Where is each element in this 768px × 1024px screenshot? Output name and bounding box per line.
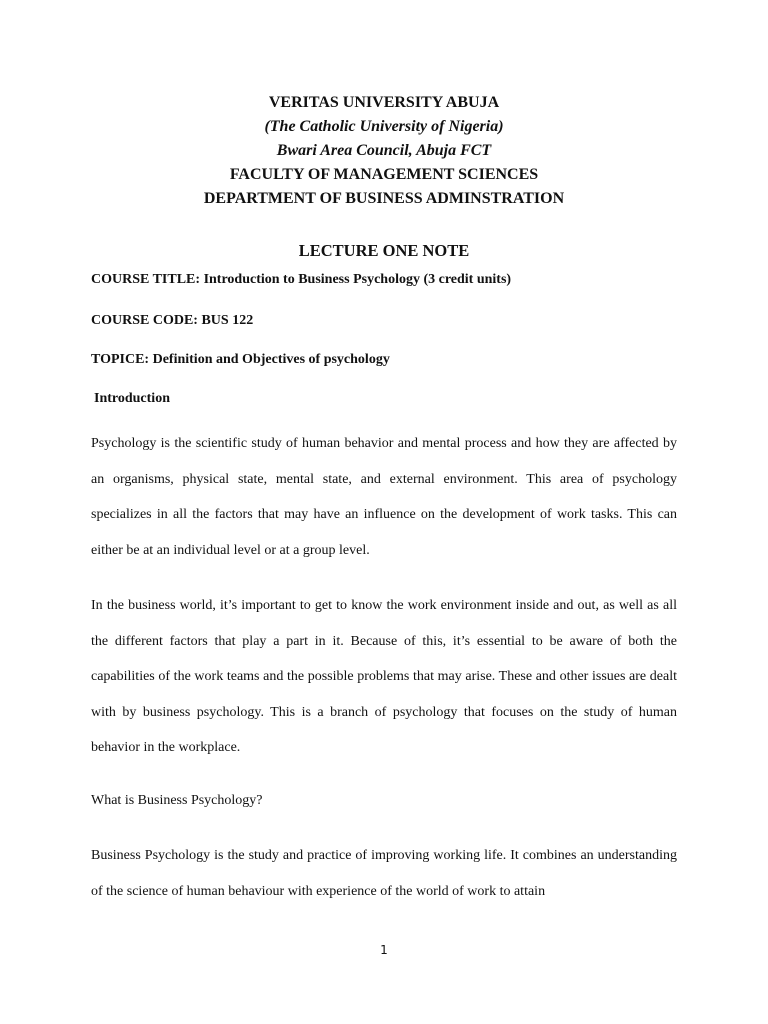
paragraph-business-world: In the business world, it’s important to get to know the work environment inside and out, as well as all the different factors that play a part in it. Because of this, it’s essential to be aware of both the capabilities of the work teams and the possible problems that may arise. These and other issues are dealt with by business psychology. This is a branch of psychology that focuses on the study of human behavior in the workplace. [91, 598, 677, 755]
lecture-title: LECTURE ONE NOTE [298, 241, 470, 260]
faculty-name: FACULTY OF MANAGEMENT SCIENCES [229, 166, 539, 183]
topic-label: TOPICE: [91, 352, 150, 367]
paragraph-business-psychology-definition: Business Psychology is the study and practice of improving working life. It combines an understanding of the science of human behaviour with experience of the world of work to attain [91, 848, 677, 899]
course-code-value: BUS 122 [201, 313, 254, 328]
university-subtitle: (The Catholic University of Nigeria) [264, 118, 504, 135]
university-location: Bwari Area Council, Abuja FCT [276, 142, 492, 159]
course-title-line [91, 272, 511, 288]
introduction-heading: Introduction [94, 391, 170, 406]
department-name: DEPARTMENT OF BUSINESS ADMINSTRATION [203, 190, 565, 207]
topic-line [91, 352, 390, 368]
course-title-label: COURSE TITLE: [91, 272, 201, 287]
paragraph-psychology-definition: Psychology is the scientific study of human behavior and mental process and how they are affected by an organisms, physical state, mental state, and external environment. This area of psychology specializes in all the factors that may have an influence on the development of work tasks. This can either be at an individual level or at a group level. [91, 436, 677, 558]
question-what-is-business-psychology: What is Business Psychology? [91, 793, 263, 808]
page-number: 1 [380, 943, 388, 957]
university-name: VERITAS UNIVERSITY ABUJA [268, 94, 500, 111]
topic-value: Definition and Objectives of psychology [152, 352, 390, 367]
course-code-line [91, 313, 253, 329]
course-code-label: COURSE CODE: [91, 313, 198, 328]
course-title-value: Introduction to Business Psychology (3 credit units) [203, 272, 512, 287]
